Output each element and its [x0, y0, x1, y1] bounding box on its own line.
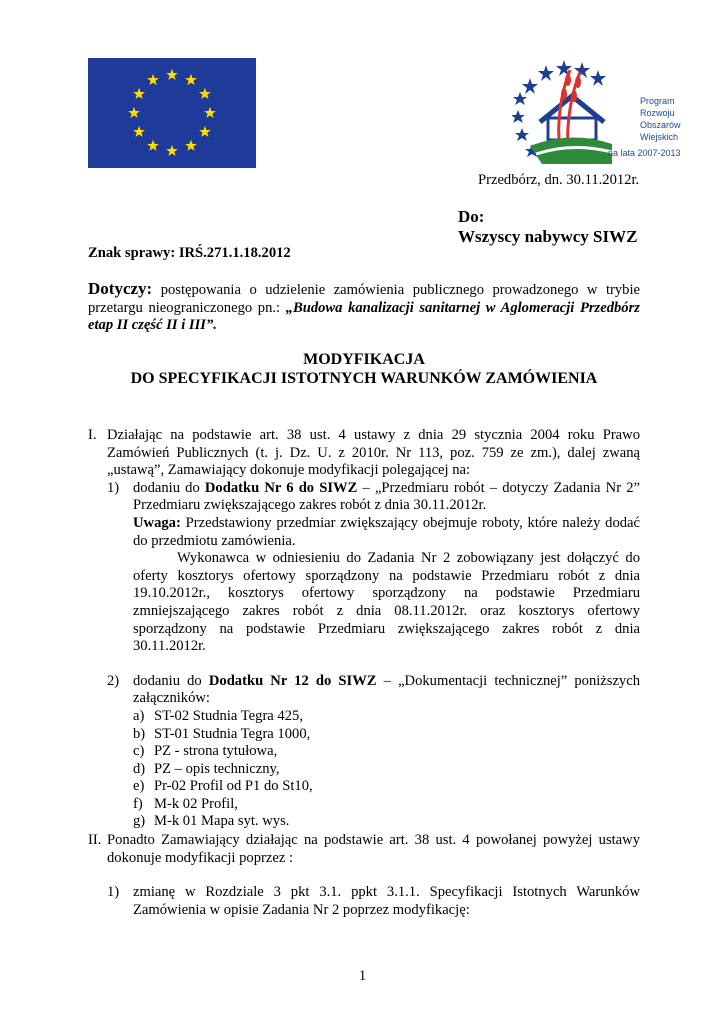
- note-text: Przedstawiony przedmiar zwiększający obejmuje roboty, które należy dodać do przedmiotu zamówienia.: [133, 514, 641, 549]
- prow-line-3: Obszarów: [640, 120, 681, 130]
- section-intro: Działając na podstawie art. 38 ust. 4 ustawy z dnia 29 stycznia 2004 roku Prawo Zamówień Publicznych (t. j. Dz. U. z 2010r. Nr 113, poz. 759 ze zm.), dalej zwaną „ustawą”, Zamawiający dokonuje modyfikacji polegającej na:: [107, 427, 640, 479]
- attachment-text: ST-01 Studnia Tegra 1000,: [154, 725, 311, 742]
- eu-flag-logo: [88, 58, 256, 168]
- attachment-item: [133, 726, 640, 744]
- subject-paragraph: [88, 280, 640, 335]
- list-item: [107, 884, 640, 919]
- item-number: 1): [107, 884, 120, 901]
- attachment-text: PZ - strona tytułowa,: [154, 743, 278, 760]
- annex-name: Dodatku Nr 6 do SIWZ: [204, 479, 358, 496]
- attachment-letter: c): [133, 743, 145, 760]
- contractor-paragraph: Wykonawca w odniesieniu do Zadania Nr 2 zobowiązany jest dołączyć do oferty kosztorys ofertowy sporządzony na podstawie Przedmiaru robót z dnia 19.10.2012r., kosztorys ofertowy sporządzony na podstawie Przedmiaru zmniejszającego zakres robót z dnia 08.11.2012r. oraz kosztorys ofertowy sporządzony na podstawie Przedmiaru zwiększającego zakres robót z dnia 30.11.2012r.: [133, 550, 640, 655]
- item-text: zmianę w Rozdziale 3 pkt 3.1. ppkt 3.1.1. Specyfikacji Istotnych Warunków Zamówienia w opisie Zadania Nr 2 poprzez modyfikację:: [133, 884, 640, 918]
- document-heading: [88, 350, 640, 388]
- subject-label: Dotyczy:: [88, 279, 153, 298]
- section-1: [88, 427, 640, 831]
- attachment-item: [133, 813, 640, 831]
- section-number: I.: [88, 427, 97, 443]
- attachment-letter: f): [133, 795, 143, 812]
- item-text: dodaniu do: [133, 672, 202, 689]
- attachment-item: [133, 778, 640, 796]
- attachment-letter: d): [133, 760, 146, 777]
- attachment-item: [133, 761, 640, 779]
- section-number: II.: [88, 832, 102, 848]
- section-2: [88, 832, 640, 919]
- attachment-letter: g): [133, 813, 146, 830]
- prow-years: na lata 2007-2013: [608, 148, 681, 158]
- item-number: 1): [107, 479, 120, 496]
- attachment-text: M-k 01 Mapa syt. wys.: [154, 813, 290, 830]
- attachment-letter: b): [133, 725, 146, 742]
- attachment-letter: a): [133, 707, 145, 724]
- list-item: [107, 479, 641, 673]
- prow-program-logo: [512, 60, 694, 170]
- recipient-block: [458, 207, 637, 247]
- attachment-item: [133, 743, 640, 761]
- page-number: 1: [358, 968, 367, 984]
- prow-line-1: Program: [640, 96, 675, 106]
- attachment-letter: e): [133, 778, 145, 795]
- note-label: Uwaga:: [133, 514, 181, 531]
- case-number: Znak sprawy: IRŚ.271.1.18.2012: [88, 245, 291, 261]
- item-text: dodaniu do: [133, 479, 200, 496]
- item-number: 2): [107, 672, 120, 689]
- heading-line-2: DO SPECYFIKACJI ISTOTNYCH WARUNKÓW ZAMÓWIENIA: [130, 370, 598, 387]
- section-intro: Ponadto Zamawiający działając na podstawie art. 38 ust. 4 powołanej powyżej ustawy dokonuje modyfikacji poprzez :: [107, 832, 640, 866]
- list-item: [107, 672, 641, 831]
- item-text: – „Dokumentacji technicznej” poniższych załączników:: [133, 672, 641, 707]
- attachment-text: PZ – opis techniczny,: [154, 760, 280, 777]
- attachment-list: [133, 708, 640, 831]
- to-label: Do:: [458, 207, 485, 226]
- prow-line-2: Rozwoju: [640, 108, 675, 118]
- prow-line-4: Wiejskich: [640, 132, 679, 142]
- attachment-item: [133, 708, 640, 726]
- heading-line-1: MODYFIKACJA: [303, 351, 425, 368]
- tender-title: „Budowa kanalizacji sanitarnej w Aglomeracji Przedbórz etap II część II i III”.: [88, 299, 640, 334]
- document-date: Przedbórz, dn. 30.11.2012r.: [478, 172, 640, 188]
- attachment-text: Pr-02 Profil od P1 do St10,: [154, 778, 313, 795]
- recipients: Wszyscy nabywcy SIWZ: [458, 227, 638, 246]
- attachment-item: [133, 796, 640, 814]
- attachment-text: M-k 02 Profil,: [154, 795, 238, 812]
- annex-name: Dodatku Nr 12 do SIWZ: [208, 672, 377, 689]
- attachment-text: ST-02 Studnia Tegra 425,: [154, 707, 303, 724]
- item-text: – „Przedmiaru robót – dotyczy Zadania Nr 2” Przedmiaru zwiększającego zakres robót z dnia 30.11.2012r.: [133, 479, 640, 514]
- subject-text: postępowania o udzielenie zamówienia publicznego prowadzonego w trybie przetargu nieograniczonego pn.:: [88, 282, 640, 316]
